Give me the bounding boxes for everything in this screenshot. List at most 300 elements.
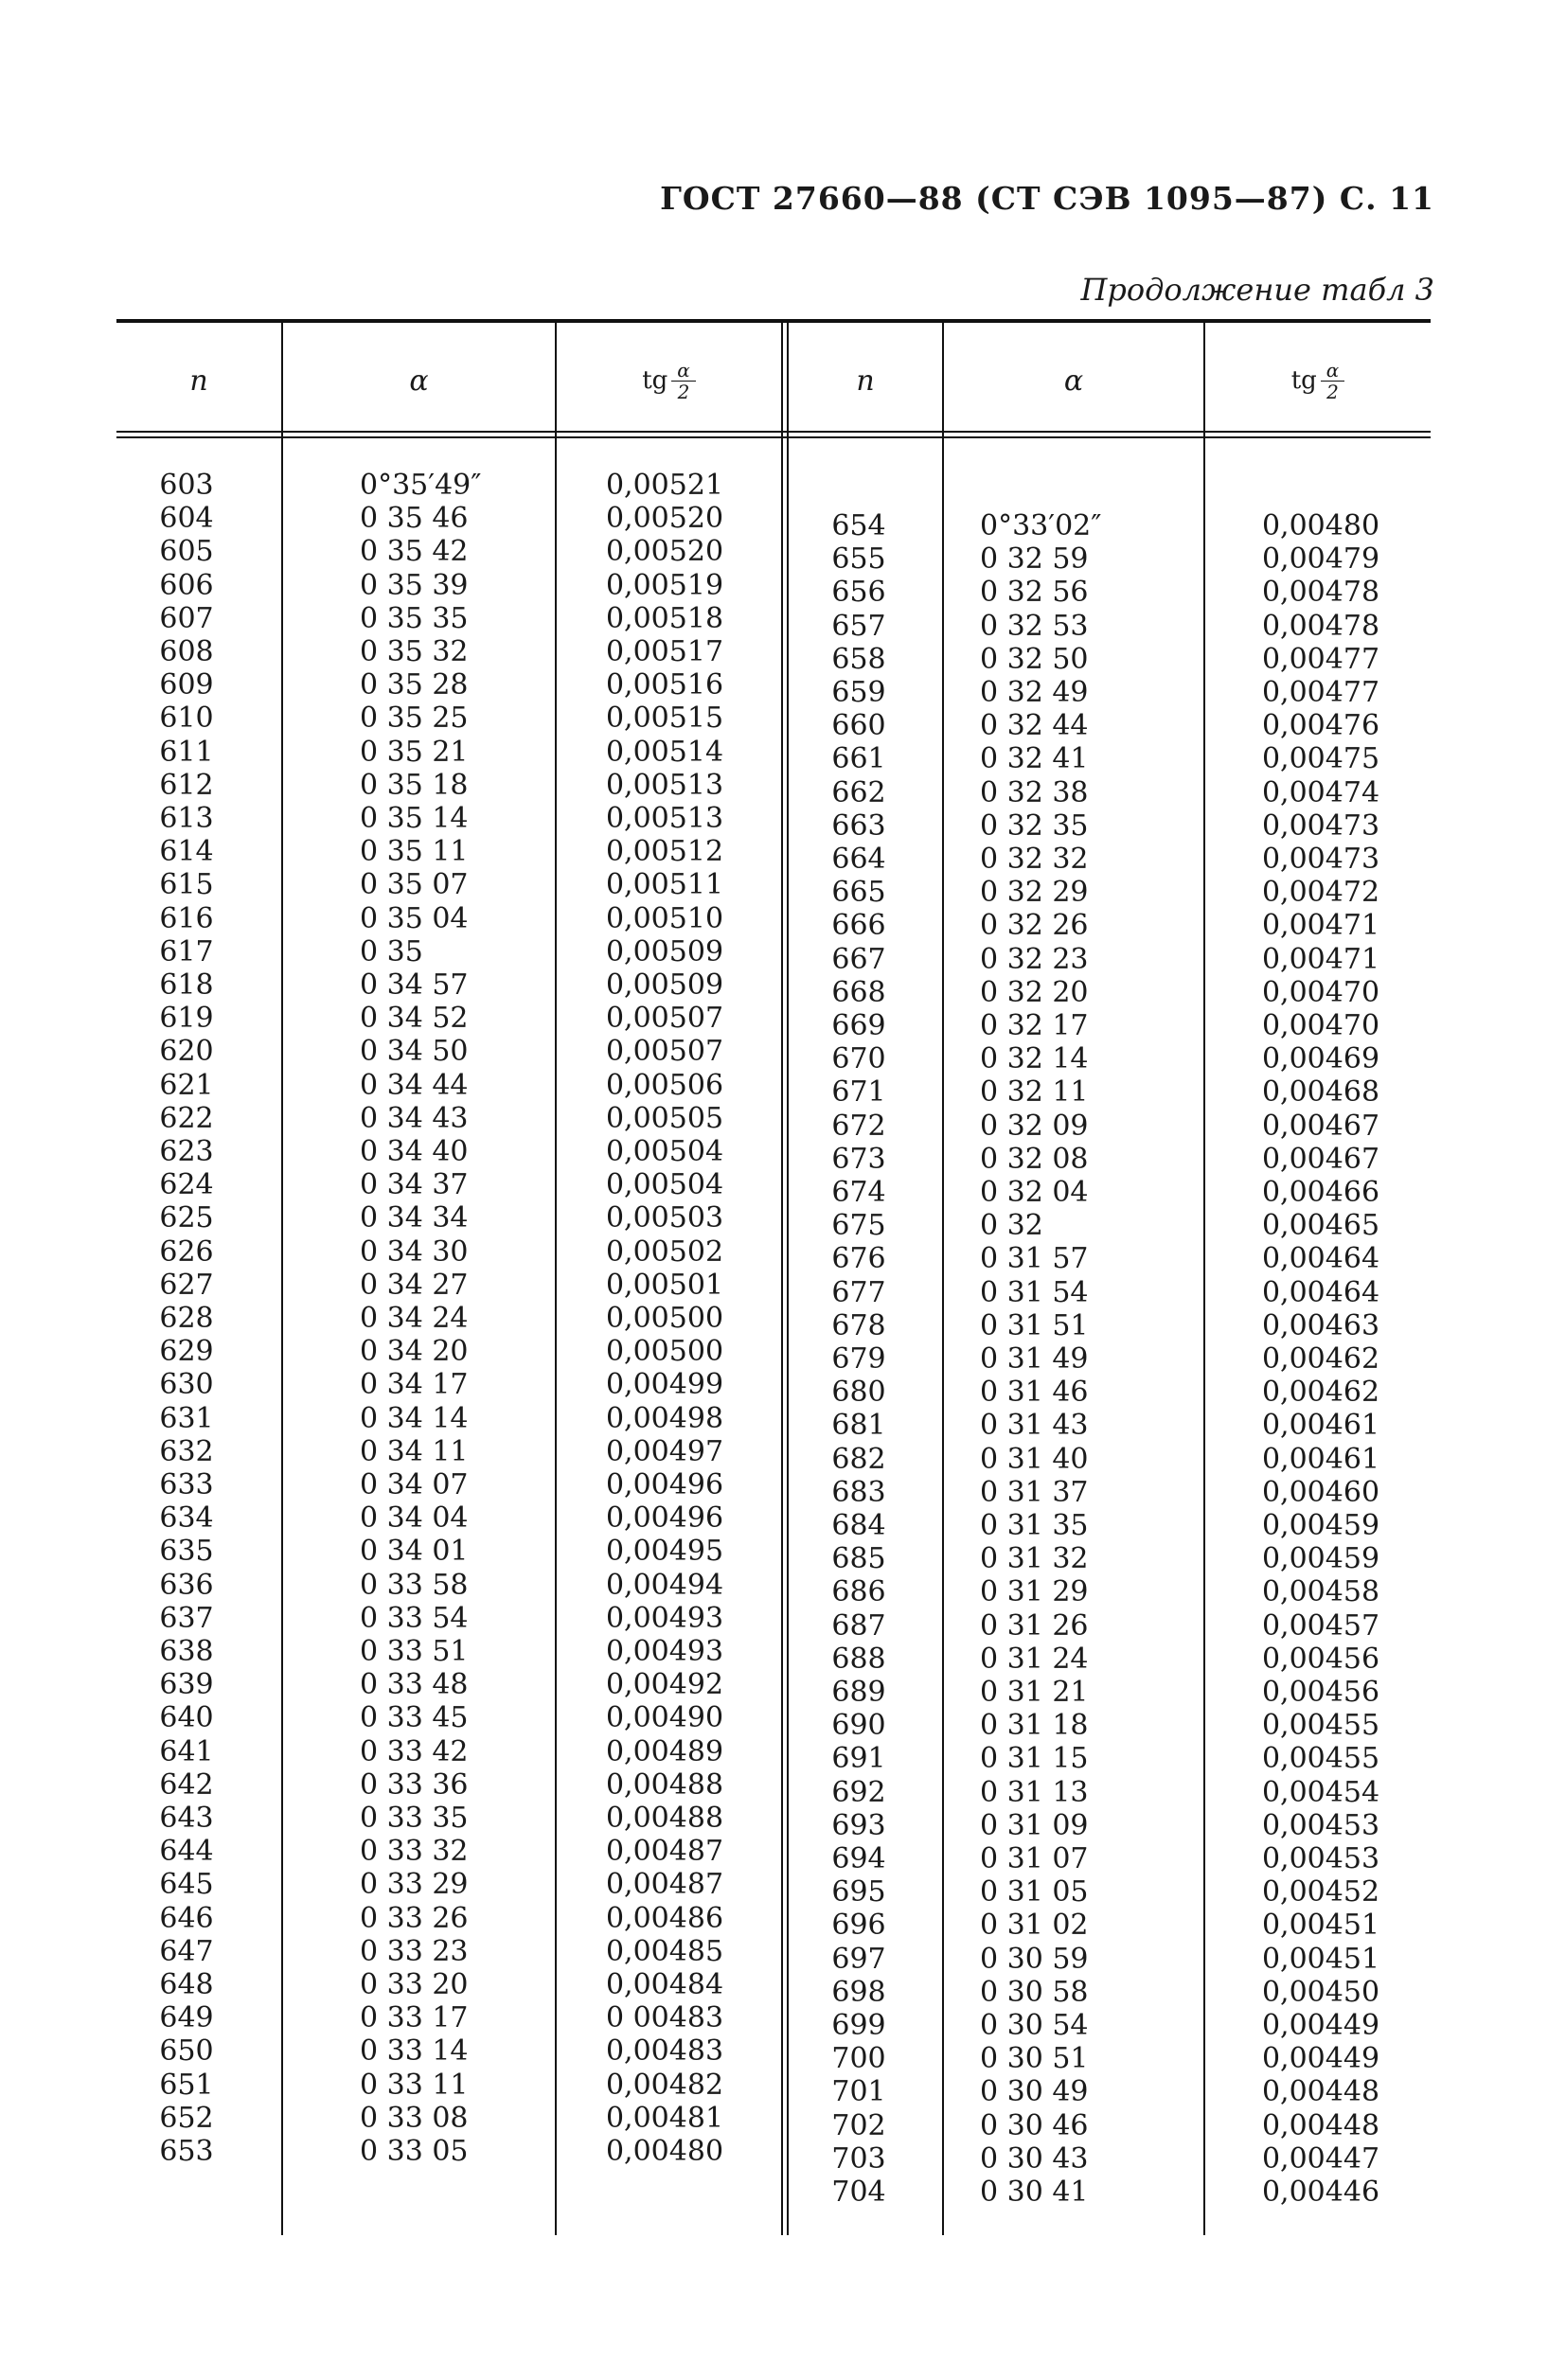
cell-tg: 0,00452 [1261,1875,1380,1909]
cell-tg: 0,00464 [1261,1276,1380,1309]
cell-tg: 0,00511 [605,868,724,901]
cell-alpha: 0 31 26 [980,1609,1089,1643]
cell-tg: 0,00519 [605,569,724,602]
cell-tg: 0,00450 [1261,1976,1380,2009]
cell-n: 636 [159,1569,214,1602]
cell-n: 645 [159,1868,214,1901]
cell-n: 629 [159,1335,214,1368]
cell-tg: 0,00488 [605,1768,724,1802]
cell-n: 646 [159,1902,214,1935]
cell-tg: 0,00493 [605,1602,724,1635]
cell-n: 634 [159,1501,214,1535]
cell-alpha: 0 31 13 [980,1776,1089,1809]
cell-tg: 0,00459 [1261,1542,1380,1575]
cell-alpha: 0 35 [360,935,423,968]
cell-alpha: 0 35 18 [360,769,469,802]
cell-alpha: 0 35 39 [360,569,469,602]
cell-tg: 0,00493 [605,1635,724,1668]
cell-n: 644 [159,1835,214,1868]
cell-alpha: 0 31 32 [980,1542,1089,1575]
cell-n: 663 [831,809,886,843]
cell-n: 607 [159,602,214,635]
cell-alpha: 0 33 48 [360,1668,469,1701]
cell-alpha: 0 34 40 [360,1135,469,1168]
cell-alpha: 0 34 34 [360,1201,469,1234]
cell-tg: 0,00513 [605,802,724,835]
table-continuation-label: Продолжение табл 3 [1080,272,1434,308]
col-header-alpha-left-text: α [409,364,429,398]
cell-alpha: 0 33 32 [360,1835,469,1868]
cell-n: 609 [159,668,214,702]
cell-alpha: 0 31 54 [980,1276,1089,1309]
cell-n: 649 [159,2001,214,2034]
cell-alpha: 0 31 35 [980,1509,1089,1542]
cell-tg: 0,00471 [1261,943,1380,976]
cell-alpha: 0 32 49 [980,676,1089,709]
cell-n: 665 [831,876,886,909]
cell-alpha: 0 32 14 [980,1042,1089,1075]
cell-tg: 0,00499 [605,1368,724,1401]
cell-alpha: 0 33 29 [360,1868,469,1901]
divider-n-alpha-right [942,323,944,2235]
cell-n: 651 [159,2069,214,2102]
cell-alpha: 0 31 46 [980,1376,1089,1409]
cell-alpha: 0 35 25 [360,702,469,735]
col-header-alpha-right [944,333,1203,428]
cell-tg: 0,00492 [605,1668,724,1701]
cell-alpha: 0 34 01 [360,1535,469,1568]
cell-n: 684 [831,1509,886,1542]
cell-n: 687 [831,1609,886,1643]
cell-n: 604 [159,502,214,535]
cell-n: 616 [159,902,214,935]
cell-tg: 0,00451 [1261,1943,1380,1976]
cell-n: 675 [831,1209,886,1242]
cell-n: 606 [159,569,214,602]
cell-n: 631 [159,1402,214,1435]
cell-alpha: 0 31 43 [980,1409,1089,1442]
cell-tg: 0,00454 [1261,1776,1380,1809]
cell-alpha: 0 33 08 [360,2102,469,2135]
cell-tg: 0,00496 [605,1501,724,1535]
cell-alpha: 0 35 35 [360,602,469,635]
cell-tg: 0,00469 [1261,1042,1380,1075]
cell-n: 613 [159,802,214,835]
cell-tg: 0,00518 [605,602,724,635]
cell-tg: 0,00455 [1261,1709,1380,1742]
cell-tg: 0,00480 [1261,509,1380,542]
cell-tg: 0,00468 [1261,1075,1380,1109]
cell-tg: 0,00498 [605,1402,724,1435]
cell-n: 610 [159,702,214,735]
cell-alpha: 0 30 43 [980,2142,1089,2176]
cell-tg: 0,00487 [605,1835,724,1868]
cell-n: 637 [159,1602,214,1635]
cell-tg: 0,00521 [605,469,724,502]
cell-n: 625 [159,1201,214,1234]
cell-alpha: 0 34 17 [360,1368,469,1401]
col-header-alpha-left [283,333,555,428]
cell-alpha: 0 33 26 [360,1902,469,1935]
cell-tg: 0,00501 [605,1269,724,1302]
cell-tg: 0,00477 [1261,643,1380,676]
cell-tg: 0,00464 [1261,1242,1380,1275]
cell-n: 664 [831,843,886,876]
cell-n: 611 [159,736,214,769]
col-header-alpha-right-text: α [1063,364,1084,398]
cell-tg: 0,00456 [1261,1643,1380,1676]
cell-alpha: 0 34 11 [360,1435,469,1468]
cell-tg: 0,00448 [1261,2109,1380,2142]
cell-alpha: 0 33 14 [360,2034,469,2068]
cell-alpha: 0 30 54 [980,2009,1089,2042]
cell-alpha: 0 34 30 [360,1235,469,1269]
header-bottom-rule-2 [116,436,1431,438]
cell-alpha: 0 33 20 [360,1968,469,2001]
divider-alpha-tg-left [555,323,557,2235]
cell-alpha: 0 34 14 [360,1402,469,1435]
divider-alpha-tg-right [1203,323,1205,2235]
cell-alpha: 0 35 32 [360,635,469,668]
cell-n: 628 [159,1302,214,1335]
col-header-n-right-text: n [856,364,875,398]
cell-alpha: 0 30 59 [980,1943,1089,1976]
cell-n: 697 [831,1943,886,1976]
cell-tg: 0,00505 [605,1102,724,1135]
cell-tg: 0,00478 [1261,610,1380,643]
cell-n: 682 [831,1443,886,1476]
tg-fraction-left [671,360,696,402]
cell-alpha: 0 32 08 [980,1143,1089,1176]
cell-tg: 0,00451 [1261,1909,1380,1942]
cell-tg: 0,00483 [605,2034,724,2068]
cell-alpha: 0 31 07 [980,1842,1089,1875]
cell-alpha: 0 32 29 [980,876,1089,909]
cell-n: 676 [831,1242,886,1275]
cell-n: 624 [159,1168,214,1201]
cell-tg: 0,00488 [605,1802,724,1835]
tg-formula-right [1291,360,1345,402]
cell-n: 640 [159,1701,214,1734]
cell-n: 701 [831,2075,886,2108]
cell-tg: 0,00460 [1261,1476,1380,1509]
cell-n: 614 [159,835,214,868]
cell-tg: 0,00476 [1261,709,1380,742]
cell-alpha: 0 35 04 [360,902,469,935]
cell-alpha: 0 31 49 [980,1342,1089,1376]
cell-n: 666 [831,909,886,942]
cell-n: 685 [831,1542,886,1575]
cell-n: 688 [831,1643,886,1676]
cell-n: 692 [831,1776,886,1809]
cell-n: 652 [159,2102,214,2135]
cell-tg: 0,00471 [1261,909,1380,942]
cell-tg: 0,00458 [1261,1575,1380,1608]
cell-n: 626 [159,1235,214,1269]
cell-n: 698 [831,1976,886,2009]
cell-n: 669 [831,1009,886,1042]
cell-tg: 0,00470 [1261,976,1380,1009]
col-header-n-right [789,333,942,428]
tg-prefix-left: tg [642,366,668,395]
cell-n: 658 [831,643,886,676]
cell-alpha: 0 32 35 [980,809,1089,843]
cell-tg: 0,00470 [1261,1009,1380,1042]
cell-n: 659 [831,676,886,709]
cell-tg: 0,00456 [1261,1676,1380,1709]
cell-tg: 0,00516 [605,668,724,702]
cell-tg: 0,00466 [1261,1176,1380,1209]
center-divider [781,323,783,2235]
cell-tg: 0,00487 [605,1868,724,1901]
tg-numerator-left: α [671,360,696,382]
cell-tg: 0,00486 [605,1902,724,1935]
cell-alpha: 0 35 42 [360,535,469,568]
cell-tg: 0,00481 [605,2102,724,2135]
cell-alpha: 0 34 57 [360,968,469,1002]
col-header-tg-right [1205,333,1431,428]
cell-n: 679 [831,1342,886,1376]
cell-alpha: 0 31 18 [980,1709,1089,1742]
tg-denominator-left: 2 [677,380,690,403]
divider-n-alpha-left [281,323,283,2235]
cell-alpha: 0 35 21 [360,736,469,769]
cell-n: 643 [159,1802,214,1835]
cell-alpha: 0 33 54 [360,1602,469,1635]
cell-tg: 0,00513 [605,769,724,802]
cell-tg: 0,00473 [1261,843,1380,876]
cell-tg: 0 00483 [605,2001,724,2034]
cell-alpha: 0 32 38 [980,776,1089,809]
cell-alpha: 0 30 51 [980,2042,1089,2075]
cell-n: 647 [159,1935,214,1968]
cell-alpha: 0 34 07 [360,1468,469,1501]
cell-alpha: 0 32 20 [980,976,1089,1009]
cell-n: 603 [159,469,214,502]
cell-tg: 0,00447 [1261,2142,1380,2176]
cell-alpha: 0 32 04 [980,1176,1089,1209]
cell-alpha: 0 30 46 [980,2109,1089,2142]
cell-tg: 0,00467 [1261,1110,1380,1143]
cell-alpha: 0 31 05 [980,1875,1089,1909]
cell-alpha: 0 31 24 [980,1643,1089,1676]
cell-alpha: 0 31 51 [980,1309,1089,1342]
col-header-n-left-text: n [189,364,208,398]
cell-alpha: 0°33′02″ [980,509,1102,542]
cell-alpha: 0 35 11 [360,835,469,868]
cell-tg: 0,00504 [605,1168,724,1201]
cell-alpha: 0 32 11 [980,1075,1089,1109]
cell-alpha: 0 34 20 [360,1335,469,1368]
cell-tg: 0,00479 [1261,542,1380,576]
cell-tg: 0,00482 [605,2069,724,2102]
cell-alpha: 0 33 23 [360,1935,469,1968]
cell-alpha: 0 35 46 [360,502,469,535]
cell-tg: 0,00449 [1261,2042,1380,2075]
cell-n: 605 [159,535,214,568]
cell-n: 619 [159,1002,214,1035]
cell-tg: 0,00459 [1261,1509,1380,1542]
cell-n: 630 [159,1368,214,1401]
cell-tg: 0,00453 [1261,1809,1380,1842]
page-header: ГОСТ 27660—88 (СТ СЭВ 1095—87) С. 11 [660,180,1434,217]
cell-alpha: 0 31 40 [980,1443,1089,1476]
cell-alpha: 0 35 14 [360,802,469,835]
tg-numerator-right: α [1321,360,1345,382]
cell-alpha: 0 34 43 [360,1102,469,1135]
cell-tg: 0,00502 [605,1235,724,1269]
cell-alpha: 0 32 17 [980,1009,1089,1042]
cell-tg: 0,00500 [605,1302,724,1335]
cell-n: 699 [831,2009,886,2042]
cell-alpha: 0 33 11 [360,2069,469,2102]
cell-n: 691 [831,1742,886,1775]
cell-tg: 0,00489 [605,1735,724,1768]
cell-n: 671 [831,1075,886,1109]
cell-n: 672 [831,1110,886,1143]
cell-n: 641 [159,1735,214,1768]
cell-n: 689 [831,1676,886,1709]
cell-alpha: 0 33 45 [360,1701,469,1734]
cell-n: 632 [159,1435,214,1468]
cell-n: 660 [831,709,886,742]
cell-alpha: 0 33 51 [360,1635,469,1668]
cell-tg: 0,00461 [1261,1443,1380,1476]
cell-n: 677 [831,1276,886,1309]
cell-tg: 0,00448 [1261,2075,1380,2108]
cell-n: 680 [831,1376,886,1409]
cell-alpha: 0 31 57 [980,1242,1089,1275]
cell-alpha: 0 33 17 [360,2001,469,2034]
cell-tg: 0,00461 [1261,1409,1380,1442]
cell-n: 695 [831,1875,886,1909]
cell-n: 642 [159,1768,214,1802]
cell-alpha: 0 32 26 [980,909,1089,942]
cell-alpha: 0 33 36 [360,1768,469,1802]
cell-n: 654 [831,509,886,542]
cell-tg: 0,00449 [1261,2009,1380,2042]
cell-tg: 0,00500 [605,1335,724,1368]
cell-tg: 0,00462 [1261,1342,1380,1376]
cell-tg: 0,00467 [1261,1143,1380,1176]
col-header-tg-left [557,333,781,428]
cell-n: 622 [159,1102,214,1135]
cell-tg: 0,00509 [605,935,724,968]
tg-prefix-right: tg [1290,366,1317,395]
cell-alpha: 0 35 28 [360,668,469,702]
cell-n: 618 [159,968,214,1002]
cell-tg: 0,00507 [605,1002,724,1035]
cell-n: 693 [831,1809,886,1842]
cell-tg: 0,00503 [605,1201,724,1234]
cell-alpha: 0 32 50 [980,643,1089,676]
cell-n: 694 [831,1842,886,1875]
cell-alpha: 0 32 [980,1209,1043,1242]
cell-tg: 0,00504 [605,1135,724,1168]
cell-n: 627 [159,1269,214,1302]
cell-alpha: 0 33 05 [360,2135,469,2168]
cell-n: 690 [831,1709,886,1742]
cell-n: 702 [831,2109,886,2142]
cell-tg: 0,00478 [1261,576,1380,609]
cell-tg: 0,00453 [1261,1842,1380,1875]
cell-n: 661 [831,742,886,775]
cell-tg: 0,00497 [605,1435,724,1468]
tg-formula-left [642,360,696,402]
cell-n: 617 [159,935,214,968]
cell-n: 686 [831,1575,886,1608]
cell-alpha: 0 31 15 [980,1742,1089,1775]
cell-tg: 0,00490 [605,1701,724,1734]
cell-alpha: 0 32 23 [980,943,1089,976]
cell-tg: 0,00496 [605,1468,724,1501]
cell-alpha: 0 30 41 [980,2176,1089,2209]
cell-tg: 0,00494 [605,1569,724,1602]
cell-alpha: 0 32 53 [980,610,1089,643]
cell-alpha: 0 32 59 [980,542,1089,576]
cell-n: 621 [159,1069,214,1102]
cell-alpha: 0 33 42 [360,1735,469,1768]
cell-alpha: 0 34 50 [360,1035,469,1068]
cell-alpha: 0 33 58 [360,1569,469,1602]
cell-tg: 0,00509 [605,968,724,1002]
cell-tg: 0,00510 [605,902,724,935]
cell-alpha: 0 32 56 [980,576,1089,609]
cell-alpha: 0 31 21 [980,1676,1089,1709]
cell-alpha: 0 33 35 [360,1802,469,1835]
cell-n: 638 [159,1635,214,1668]
cell-tg: 0,00520 [605,502,724,535]
cell-n: 615 [159,868,214,901]
cell-n: 656 [831,576,886,609]
cell-tg: 0,00515 [605,702,724,735]
cell-alpha: 0 30 49 [980,2075,1089,2108]
cell-n: 667 [831,943,886,976]
cell-alpha: 0 31 29 [980,1575,1089,1608]
cell-n: 608 [159,635,214,668]
cell-n: 703 [831,2142,886,2176]
cell-n: 668 [831,976,886,1009]
cell-tg: 0,00463 [1261,1309,1380,1342]
cell-alpha: 0 34 37 [360,1168,469,1201]
cell-alpha: 0 34 44 [360,1069,469,1102]
cell-n: 657 [831,610,886,643]
cell-tg: 0,00480 [605,2135,724,2168]
cell-n: 670 [831,1042,886,1075]
cell-n: 662 [831,776,886,809]
cell-tg: 0,00473 [1261,809,1380,843]
cell-n: 635 [159,1535,214,1568]
tg-denominator-right: 2 [1326,380,1339,403]
table-top-rule [116,319,1431,323]
cell-alpha: 0 31 02 [980,1909,1089,1942]
cell-alpha: 0 32 32 [980,843,1089,876]
cell-n: 650 [159,2034,214,2068]
cell-tg: 0,00465 [1261,1209,1380,1242]
cell-n: 653 [159,2135,214,2168]
cell-tg: 0,00462 [1261,1376,1380,1409]
cell-n: 620 [159,1035,214,1068]
cell-alpha: 0 34 04 [360,1501,469,1535]
cell-tg: 0,00455 [1261,1742,1380,1775]
cell-tg: 0,00472 [1261,876,1380,909]
cell-n: 673 [831,1143,886,1176]
cell-alpha: 0 31 09 [980,1809,1089,1842]
cell-n: 704 [831,2176,886,2209]
cell-tg: 0,00446 [1261,2176,1380,2209]
cell-tg: 0,00495 [605,1535,724,1568]
cell-alpha: 0 34 27 [360,1269,469,1302]
